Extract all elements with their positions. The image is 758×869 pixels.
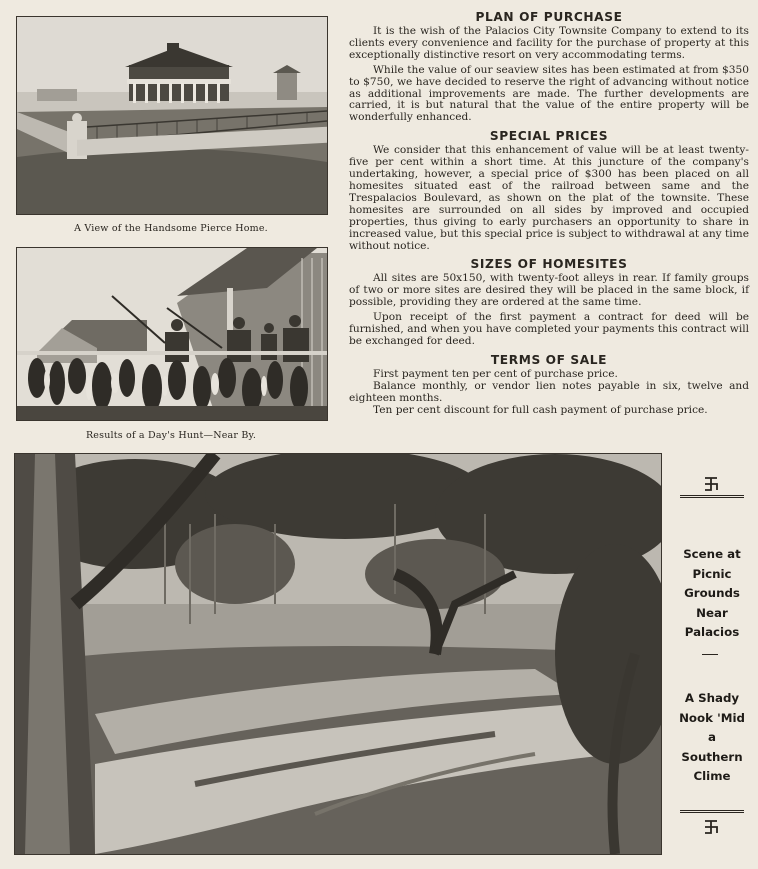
section-paragraph: Ten per cent discount for full cash payment of purchase price. (373, 403, 708, 416)
pierce-home-caption: A View of the Handsome Pierce Home. (74, 223, 268, 234)
section-paragraph: First payment ten per cent of purchase price. (373, 367, 618, 380)
swastika-ornament-icon (703, 819, 719, 835)
side-caption-line: Scene at (683, 547, 741, 561)
picnic-grounds-photo (14, 453, 662, 855)
section-paragraph: Balance monthly, or vendor lien notes payable in six, twelve and eighteen months. (349, 379, 749, 404)
terms-of-sale-section (349, 353, 749, 417)
section-heading: PLAN OF PURCHASE (475, 10, 623, 24)
section-paragraph: It is the wish of the Palacios City Townsite Company to extend to its clients every convenience and facility for the purchase of property at this exceptionally distinctive resort on very accommodating terms. (349, 25, 749, 61)
side-caption-line: Nook 'Mid a (679, 710, 745, 744)
special-prices-section (349, 129, 749, 252)
ornament-rule (680, 495, 744, 498)
side-caption-line: Picnic (692, 566, 732, 581)
pierce-home-photo (16, 16, 328, 215)
shady-nook-side-caption (674, 689, 750, 787)
side-caption-line: A Shady (684, 691, 740, 705)
ornament-rule (680, 810, 744, 813)
section-heading: SPECIAL PRICES (489, 129, 609, 144)
sizes-of-homesites-section (349, 257, 749, 347)
side-caption-line: Grounds (684, 586, 740, 600)
side-caption-line: Near Palacios (684, 605, 740, 639)
picnic-grounds-side-caption (674, 545, 750, 643)
section-paragraph: While the value of our seaview sites has been estimated at from $350 to $750, we have decided to reserve the right of advancing without notice as additional improvements are made. The further developments are carried, it is but natural that the value of the entire property will be wonderfully enhanced. (349, 63, 749, 124)
side-caption-line: Clime (693, 769, 731, 783)
section-paragraph: Upon receipt of the first payment a contract for deed will be furnished, and when you have completed your payments this contract will be exchanged for deed. (349, 311, 749, 347)
section-paragraph: All sites are 50x150, with twenty-foot alleys in rear. If family groups of two or more sites are desired they will be placed in the same block, if possible, providing they are ordered at the same time. (349, 272, 749, 309)
purchase-terms-text (349, 10, 749, 421)
caption-divider (702, 654, 718, 655)
hunt-results-caption: Results of a Day's Hunt—Near By. (85, 430, 257, 441)
section-paragraph: We consider that this enhancement of value will be at least twenty-five per cent within a short time. At this juncture of the company's undertaking, however, a special price of $300 has been placed on all homesites situated east of the railroad between same and the Trespalacios Boulevard, as shown on the plat of the townsite. These homesites are surrounded on all sides by improved and occupied properties, thus giving to early purchasers an opportunity to share in increased value, but this special price is subject to withdrawal at any time without notice. (349, 144, 749, 252)
plan-of-purchase-section (349, 10, 749, 124)
hunt-results-photo (16, 247, 328, 421)
side-caption-line: Southern (681, 749, 743, 764)
section-heading: SIZES OF HOMESITES (470, 257, 628, 272)
section-heading: TERMS OF SALE (490, 352, 608, 367)
swastika-ornament-icon (703, 476, 719, 492)
